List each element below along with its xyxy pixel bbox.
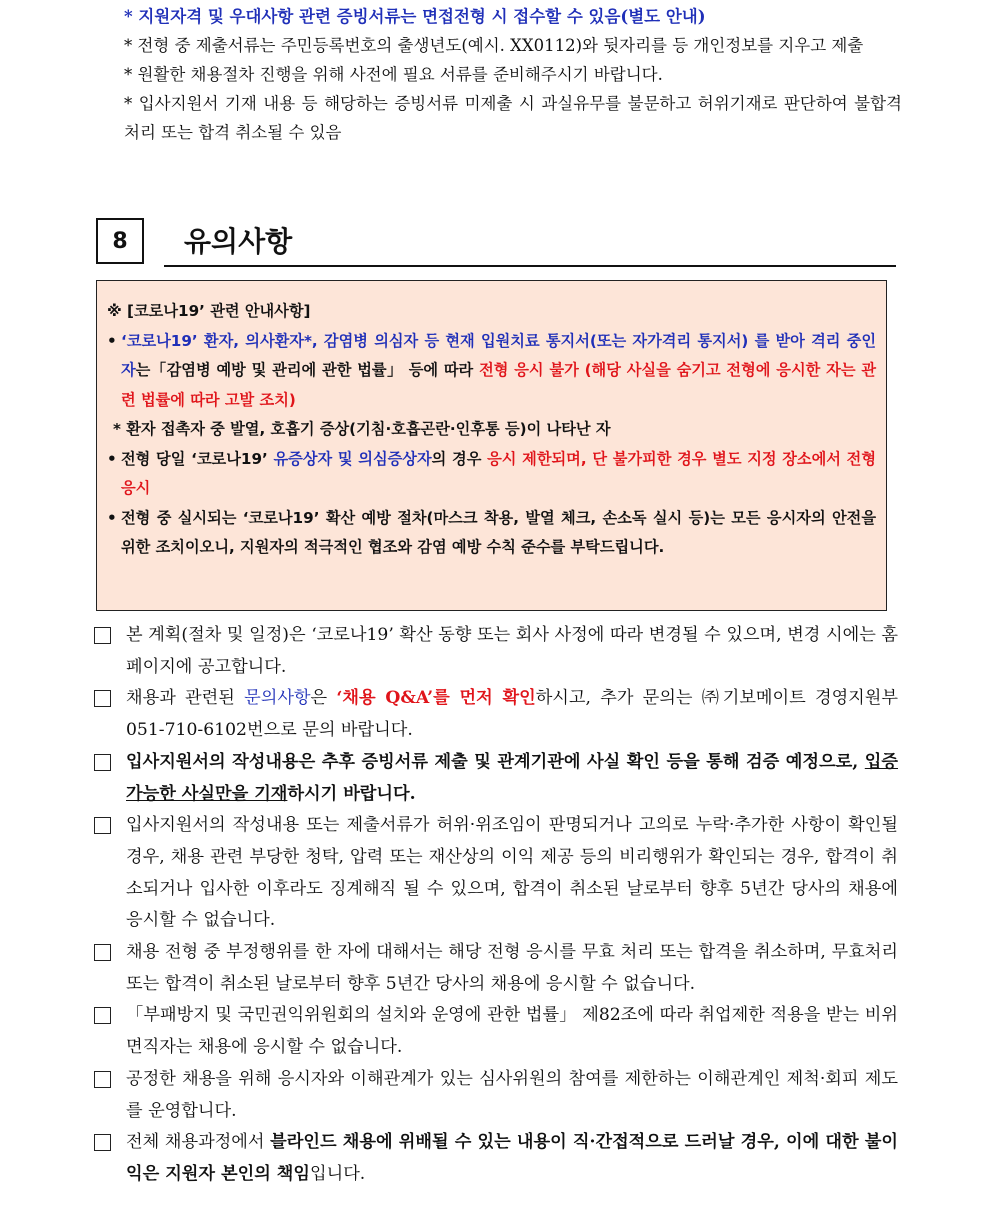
notice-text: 입사지원서의 작성내용 또는 제출서류가 허위·위조임이 판명되거나 고의로 누락·추가한 사항이 확인될 경우, 채용 관련 부당한 청탁, 압력 또는 재산상의 이익 제공 등의 비리행위가 확인되는 경우, 합격이 취소되거나 입사한 이후라도 징계해직 될 수 있으며, 합격이 취소된 날로부터 향후 5년간 당사의 채용에 응시할 수 없습니다. <box>126 815 898 931</box>
covid-notice-title: ※ [코로나19’ 관련 안내사항] <box>107 302 311 320</box>
covid-symptoms-result: 응시 제한되며, 단 불가피한 경우 별도 지정 장소에서 전형 응시 <box>121 449 876 497</box>
bullet-icon: • <box>107 331 117 350</box>
notice-text: 채용 전형 중 부정행위를 한 자에 대해서는 해당 전형 응시를 무효 처리 또는 합격을 취소하며, 무효처리 또는 합격이 취소된 날로부터 향후 5년간 당사의 채용에 응시할 수 없습니다. <box>126 942 898 994</box>
covid-bullet-isolation <box>107 327 876 416</box>
notice-text: 전체 채용과정에서 <box>126 1132 271 1153</box>
notice-item-blind-recruitment <box>94 1127 898 1190</box>
notice-text: 본 계획(절차 및 일정)은 ‘코로나19’ 확산 동향 또는 회사 사정에 따라 변경될 수 있으며, 변경 시에는 홈페이지에 공고합니다. <box>126 625 898 677</box>
section-underline <box>164 265 896 267</box>
covid-symptoms-case: 의 경우 <box>431 449 488 468</box>
bullet-icon: • <box>107 508 117 527</box>
notice-text: 은 <box>310 688 337 709</box>
qna-highlight: ‘채용 Q&A’를 먼저 확인 <box>336 688 536 709</box>
note-qualification-docs: * 지원자격 및 우대사항 관련 증빙서류는 면접전형 시 접수할 수 있음(별도 안내) <box>124 7 706 26</box>
section-number: 8 <box>96 218 144 264</box>
checkbox-square-icon <box>94 944 111 961</box>
notice-items <box>94 620 898 1191</box>
section-title: 유의사항 <box>184 225 293 258</box>
notice-item-false-documents <box>94 810 898 937</box>
notice-text: 입니다. <box>309 1163 366 1184</box>
notice-item-schedule-change <box>94 620 898 683</box>
submission-notes <box>102 2 902 147</box>
covid-isolation-result: 전형 응시 불가 (해당 사실을 숨기고 전형에 응시한 자는 관련 법률에 따라 고발 조치) <box>121 361 876 409</box>
note-false-entry: * 입사지원서 기재 내용 등 해당하는 증빙서류 미제출 시 과실유무를 불문하고 허위기재로 판단하여 불합격 처리 또는 합격 취소될 수 있음 <box>124 94 902 142</box>
verification-underline: 입증 가능한 사실만을 기재 <box>126 751 898 804</box>
note-personal-info: * 전형 중 제출서류는 주민등록번호의 출생년도(예시. XX0112)와 뒷자리를 등 개인정보를 지우고 제출 <box>124 36 864 55</box>
notice-text: 공정한 채용을 위해 응시자와 이해관계가 있는 심사위원의 참여를 제한하는 이해관계인 제척·회피 제도를 운영합니다. <box>126 1068 898 1121</box>
notice-item-inquiry <box>94 683 898 746</box>
notice-item-anticorruption-law <box>94 1000 898 1063</box>
covid-contact-note: * 환자 접촉자 중 발열, 호흡기 증상(기침·호흡곤란·인후통 등)이 나타난 자 <box>113 420 611 438</box>
notice-text: 「부패방지 및 국민권익위원회의 설치와 운영에 관한 법률」 제82조에 따라 취업제한 적용을 받는 비위면직자는 채용에 응시할 수 없습니다. <box>126 1005 898 1058</box>
notice-item-conflict-of-interest <box>94 1064 898 1127</box>
blind-recruitment-highlight: 블라인드 채용에 위배될 수 있는 내용이 직·간접적으로 드러날 경우, 이에 대한 불이익은 지원자 본인의 책임 <box>126 1132 898 1184</box>
covid-symptoms-subject: 유증상자 및 의심증상자 <box>273 449 432 468</box>
notice-item-misconduct <box>94 937 898 1000</box>
notice-item-verification <box>94 747 898 810</box>
covid-isolation-law: 는「감염병 예방 및 관리에 관한 법률」 등에 따라 <box>135 361 480 379</box>
checkbox-square-icon <box>94 690 111 707</box>
checkbox-square-icon <box>94 754 111 771</box>
covid-isolation-subject: ‘코로나19’ 환자, 의사환자*, 감염병 의심자 등 현재 입원치료 통지서(또는 자가격리 통지서) 를 받아 격리 중인 자 <box>121 331 876 379</box>
notice-text: 하시기 바랍니다. <box>287 783 416 804</box>
inquiry-highlight: 문의사항 <box>244 688 311 709</box>
covid-bullet-symptoms <box>107 445 876 504</box>
checkbox-square-icon <box>94 1007 111 1024</box>
notice-text: 채용과 관련된 <box>126 688 245 709</box>
note-prepare-docs: * 원활한 채용절차 진행을 위해 사전에 필요 서류를 준비해주시기 바랍니다. <box>124 65 663 84</box>
checkbox-square-icon <box>94 1071 111 1088</box>
bullet-icon: • <box>107 449 117 468</box>
covid-symptoms-intro: 전형 당일 ‘코로나19’ <box>121 449 274 468</box>
section-header <box>96 218 896 268</box>
notice-text: 하시고, 추가 문의는 ㈜기보메이트 경영지원부 051-710-6102번으로 문의 바랍니다. <box>126 688 898 741</box>
notice-text: 입사지원서의 작성내용은 추후 증빙서류 제출 및 관계기관에 사실 확인 등을 통해 검증 예정으로, <box>126 751 865 772</box>
covid-notice-box <box>96 280 887 611</box>
covid-bullet-prevention <box>107 504 876 563</box>
covid-prevention-text: 전형 중 실시되는 ‘코로나19’ 확산 예방 절차(마스크 착용, 발열 체크, 손소독 실시 등)는 모든 응시자의 안전을 위한 조치이오니, 지원자의 적극적인 협조와 감염 예방 수칙 준수를 부탁드립니다. <box>121 508 876 556</box>
checkbox-square-icon <box>94 817 111 834</box>
checkbox-square-icon <box>94 1134 111 1151</box>
checkbox-square-icon <box>94 627 111 644</box>
